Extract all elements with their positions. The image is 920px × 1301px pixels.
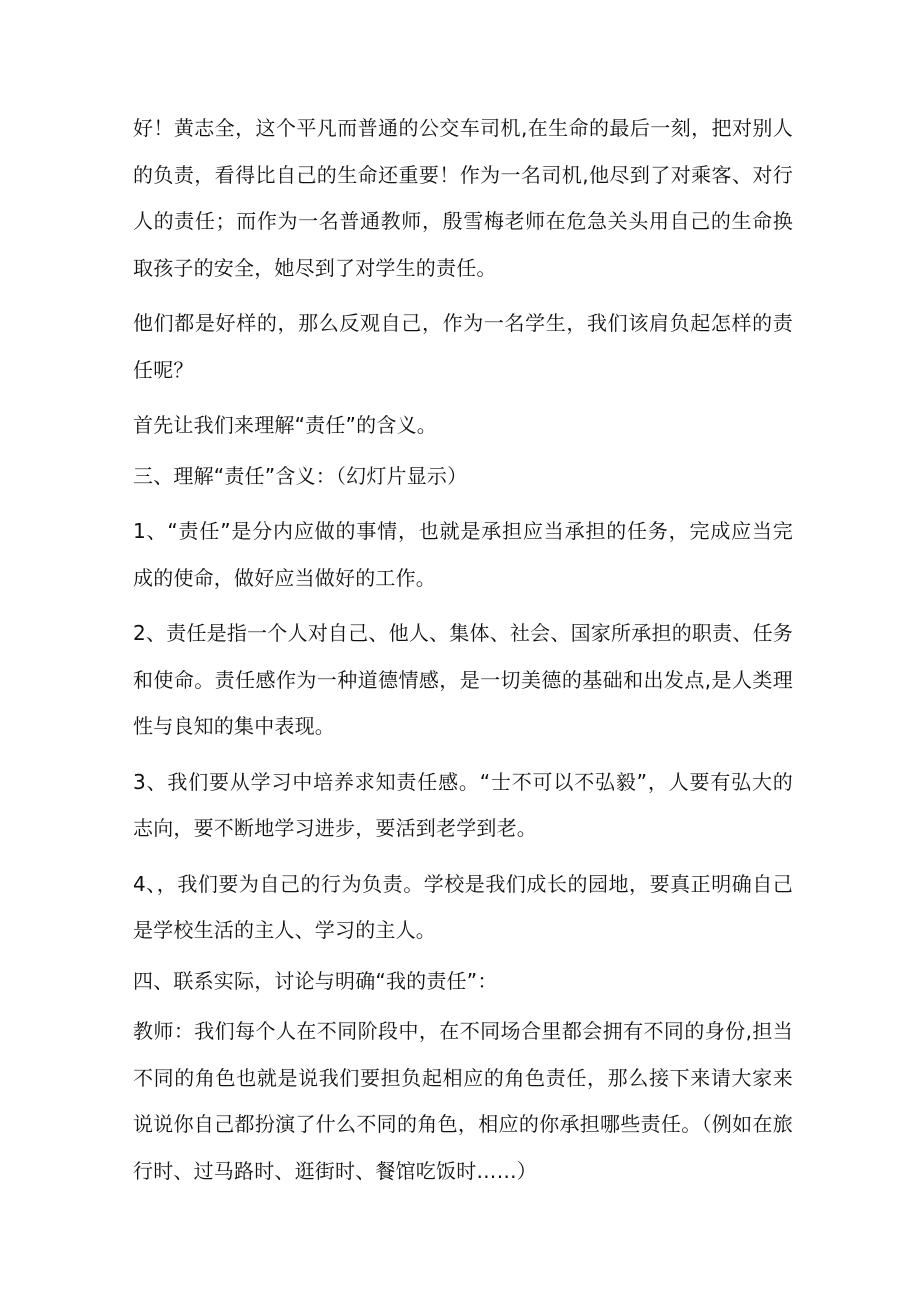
section-heading-3: 三、理解“责任”含义：（幻灯片显示） bbox=[133, 463, 468, 488]
paragraph-teacher: 教师：我们每个人在不同阶段中，在不同场合里都会拥有不同的身份,担当不同的角色也就是说我们要担负起相应的角色责任，那么接下来请大家来说说你自己都扮演了什么不同的角色，相应的你承担哪些责任。（例如在旅行时、过马路时、逛街时、餐馆吃饭时……） bbox=[133, 1019, 793, 1183]
list-item-4: 4、，我们要为自己的行为负责。学校是我们成长的园地，要真正明确自己是学校生活的主人、学习的主人。 bbox=[133, 871, 793, 942]
section-heading-4: 四、联系实际，讨论与明确“我的责任”： bbox=[133, 968, 498, 993]
paragraph-question: 他们都是好样的，那么反观自己，作为一名学生，我们该肩负起怎样的责任呢？ bbox=[133, 311, 793, 382]
paragraph-intro-meaning: 首先让我们来理解“责任”的含义。 bbox=[133, 413, 437, 437]
document-body bbox=[133, 105, 793, 1203]
list-item-2: 2、责任是指一个人对自己、他人、集体、社会、国家所承担的职责、任务和使命。责任感作为一种道德情感，是一切美德的基础和出发点,是人类理性与良知的集中表现。 bbox=[133, 621, 793, 738]
list-item-3: 3、我们要从学习中培养求知责任感。“士不可以不弘毅”，人要有弘大的志向，要不断地学习进步，要活到老学到老。 bbox=[133, 769, 793, 840]
list-item-1: 1、“责任”是分内应做的事情，也就是承担应当承担的任务，完成应当完成的使命，做好应当做好的工作。 bbox=[133, 519, 793, 590]
paragraph-story-summary: 好！黄志全，这个平凡而普通的公交车司机,在生命的最后一刻，把对别人的负责，看得比自己的生命还重要！作为一名司机,他尽到了对乘客、对行人的责任；而作为一名普通教师，殷雪梅老师在危急关头用自己的生命换取孩子的安全，她尽到了对学生的责任。 bbox=[133, 116, 793, 280]
